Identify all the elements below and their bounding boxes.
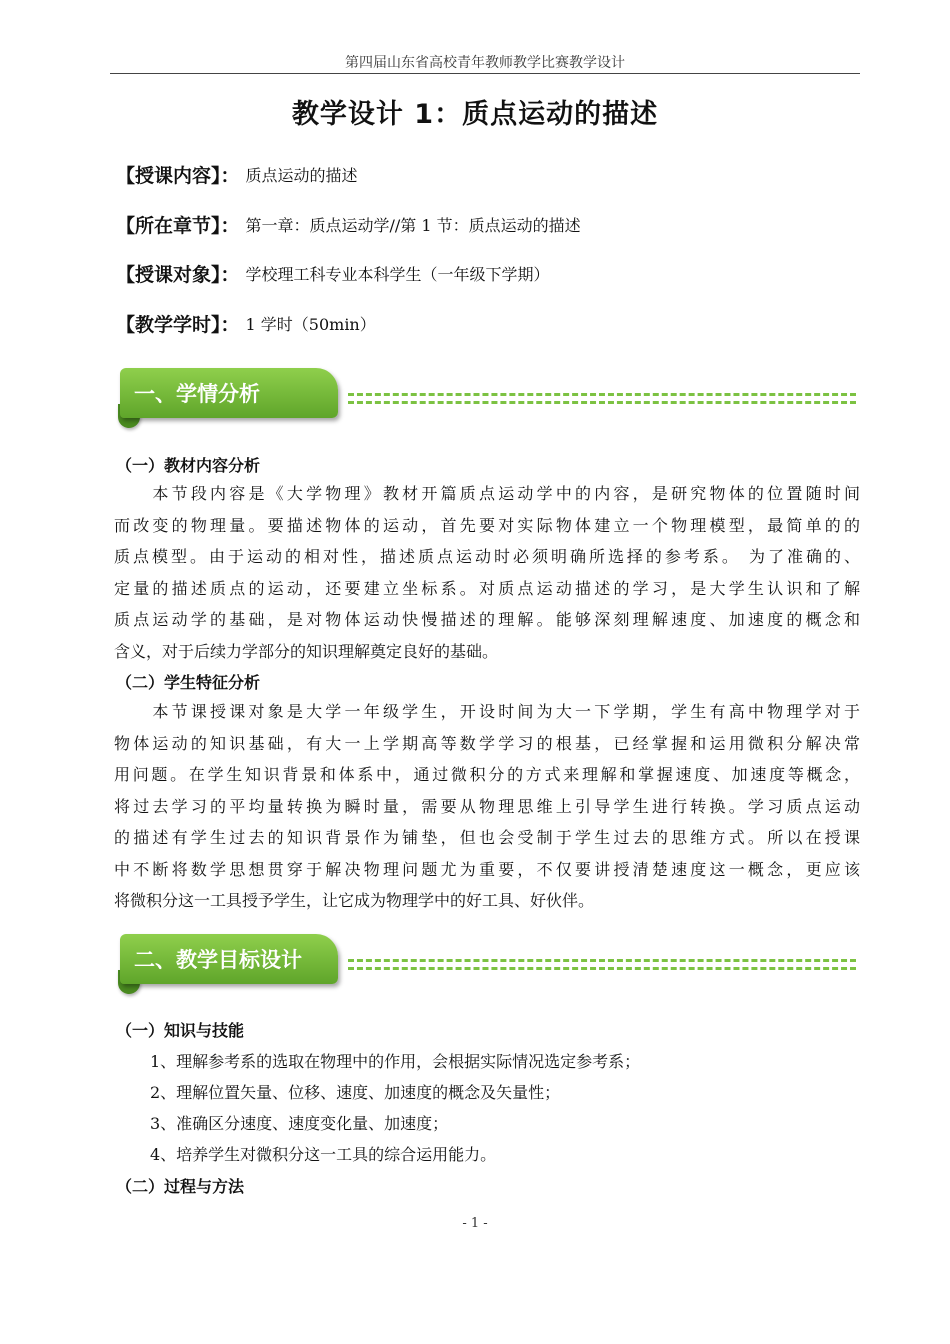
paragraph-line: 质点运动学的基础，是对物体运动快慢描述的理解。能够深刻理解速度、加速度的概念和: [114, 610, 860, 629]
meta-hours: [116, 306, 376, 340]
subsection-heading: （一）教材内容分析: [116, 456, 261, 475]
paragraph-line: 定量的描述质点的运动，还要建立坐标系。对质点运动描述的学习，是大学生认识和了解: [114, 578, 860, 598]
paragraph-student-analysis: [114, 696, 860, 917]
meta-course-content: [116, 157, 358, 191]
list-item: 4、培养学生对微积分这一工具的综合运用能力。: [150, 1145, 497, 1164]
banner-tab: [120, 934, 338, 984]
subsection-heading: （一）知识与技能: [116, 1021, 245, 1040]
banner-title: 二、教学目标设计: [134, 948, 302, 972]
banner-dashed-rule: [348, 393, 856, 396]
banner-title: 一、学情分析: [134, 382, 260, 406]
paragraph-line: 中不断将数学思想贯穿于解决物理问题尤为重要，不仅要讲授清楚速度这一概念，更应该: [114, 859, 860, 879]
paragraph-line: 而改变的物理量。要描述物体的运动，首先要对实际物体建立一个物理模型，最简单的的: [114, 515, 860, 535]
paragraph-textbook-analysis: [114, 478, 860, 667]
paragraph-line: 的描述有学生过去的知识背景作为铺垫，但也会受制于学生过去的思维方式。所以在授课: [114, 828, 860, 847]
paragraph-line: 用问题。在学生知识背景和体系中，通过微积分的方式来理解和掌握速度、加速度等概念，: [114, 765, 860, 784]
list-item: 1、理解参考系的选取在物理中的作用，会根据实际情况选定参考系；: [150, 1052, 641, 1071]
paragraph-line: 含义，对于后续力学部分的知识理解奠定良好的基础。: [114, 641, 499, 661]
meta-value: 1 学时（50min）: [245, 314, 376, 334]
paragraph-line: 质点模型。由于运动的相对性，描述质点运动时必须明确所选择的参考系。 为了准确的、: [114, 547, 860, 566]
paragraph-line: 物体运动的知识基础，有大一上学期高等数学学习的根基，已经掌握和运用微积分解决常: [114, 733, 860, 753]
list-item: 2、理解位置矢量、位移、速度、加速度的概念及矢量性；: [150, 1083, 561, 1102]
subsection-heading: （二）学生特征分析: [116, 673, 261, 692]
meta-value: 学校理工科专业本科学生（一年级下学期）: [245, 264, 550, 284]
meta-audience: [116, 256, 550, 290]
page-number: - 1 -: [462, 1216, 488, 1231]
header-rule: [110, 73, 860, 74]
paragraph-line: 本节段内容是《大学物理》教材开篇质点运动学中的内容，是研究物体的位置随时间: [114, 484, 860, 503]
meta-value: 质点运动的描述: [245, 165, 358, 185]
subsection-heading: （二）过程与方法: [116, 1177, 245, 1196]
paragraph-line: 本节课授课对象是大学一年级学生，开设时间为大一下学期，学生有高中物理学对于: [114, 702, 860, 721]
meta-label: 【授课内容】：: [116, 164, 240, 187]
banner-dashed-rule: [348, 967, 856, 970]
banner-tab: [120, 368, 338, 418]
meta-chapter: [116, 207, 581, 241]
document-title: 教学设计 1：质点运动的描述: [291, 99, 659, 130]
banner-dashed-rule: [348, 401, 856, 404]
section-banner-1: [116, 366, 861, 436]
meta-label: 【所在章节】：: [116, 214, 240, 237]
meta-value: 第一章：质点运动学//第 1 节：质点运动的描述: [245, 215, 581, 235]
list-item: 3、准确区分速度、速度变化量、加速度；: [150, 1114, 449, 1133]
section-banner-2: [116, 932, 861, 1002]
running-header: 第四届山东省高校青年教师教学比赛教学设计: [345, 55, 625, 71]
meta-label: 【授课对象】：: [116, 263, 240, 286]
paragraph-line: 将过去学习的平均量转换为瞬时量，需要从物理思维上引导学生进行转换。学习质点运动: [114, 796, 860, 816]
banner-dashed-rule: [348, 959, 856, 962]
meta-label: 【教学学时】：: [116, 313, 240, 336]
paragraph-line: 将微积分这一工具授予学生，让它成为物理学中的好工具、好伙伴。: [114, 891, 595, 910]
